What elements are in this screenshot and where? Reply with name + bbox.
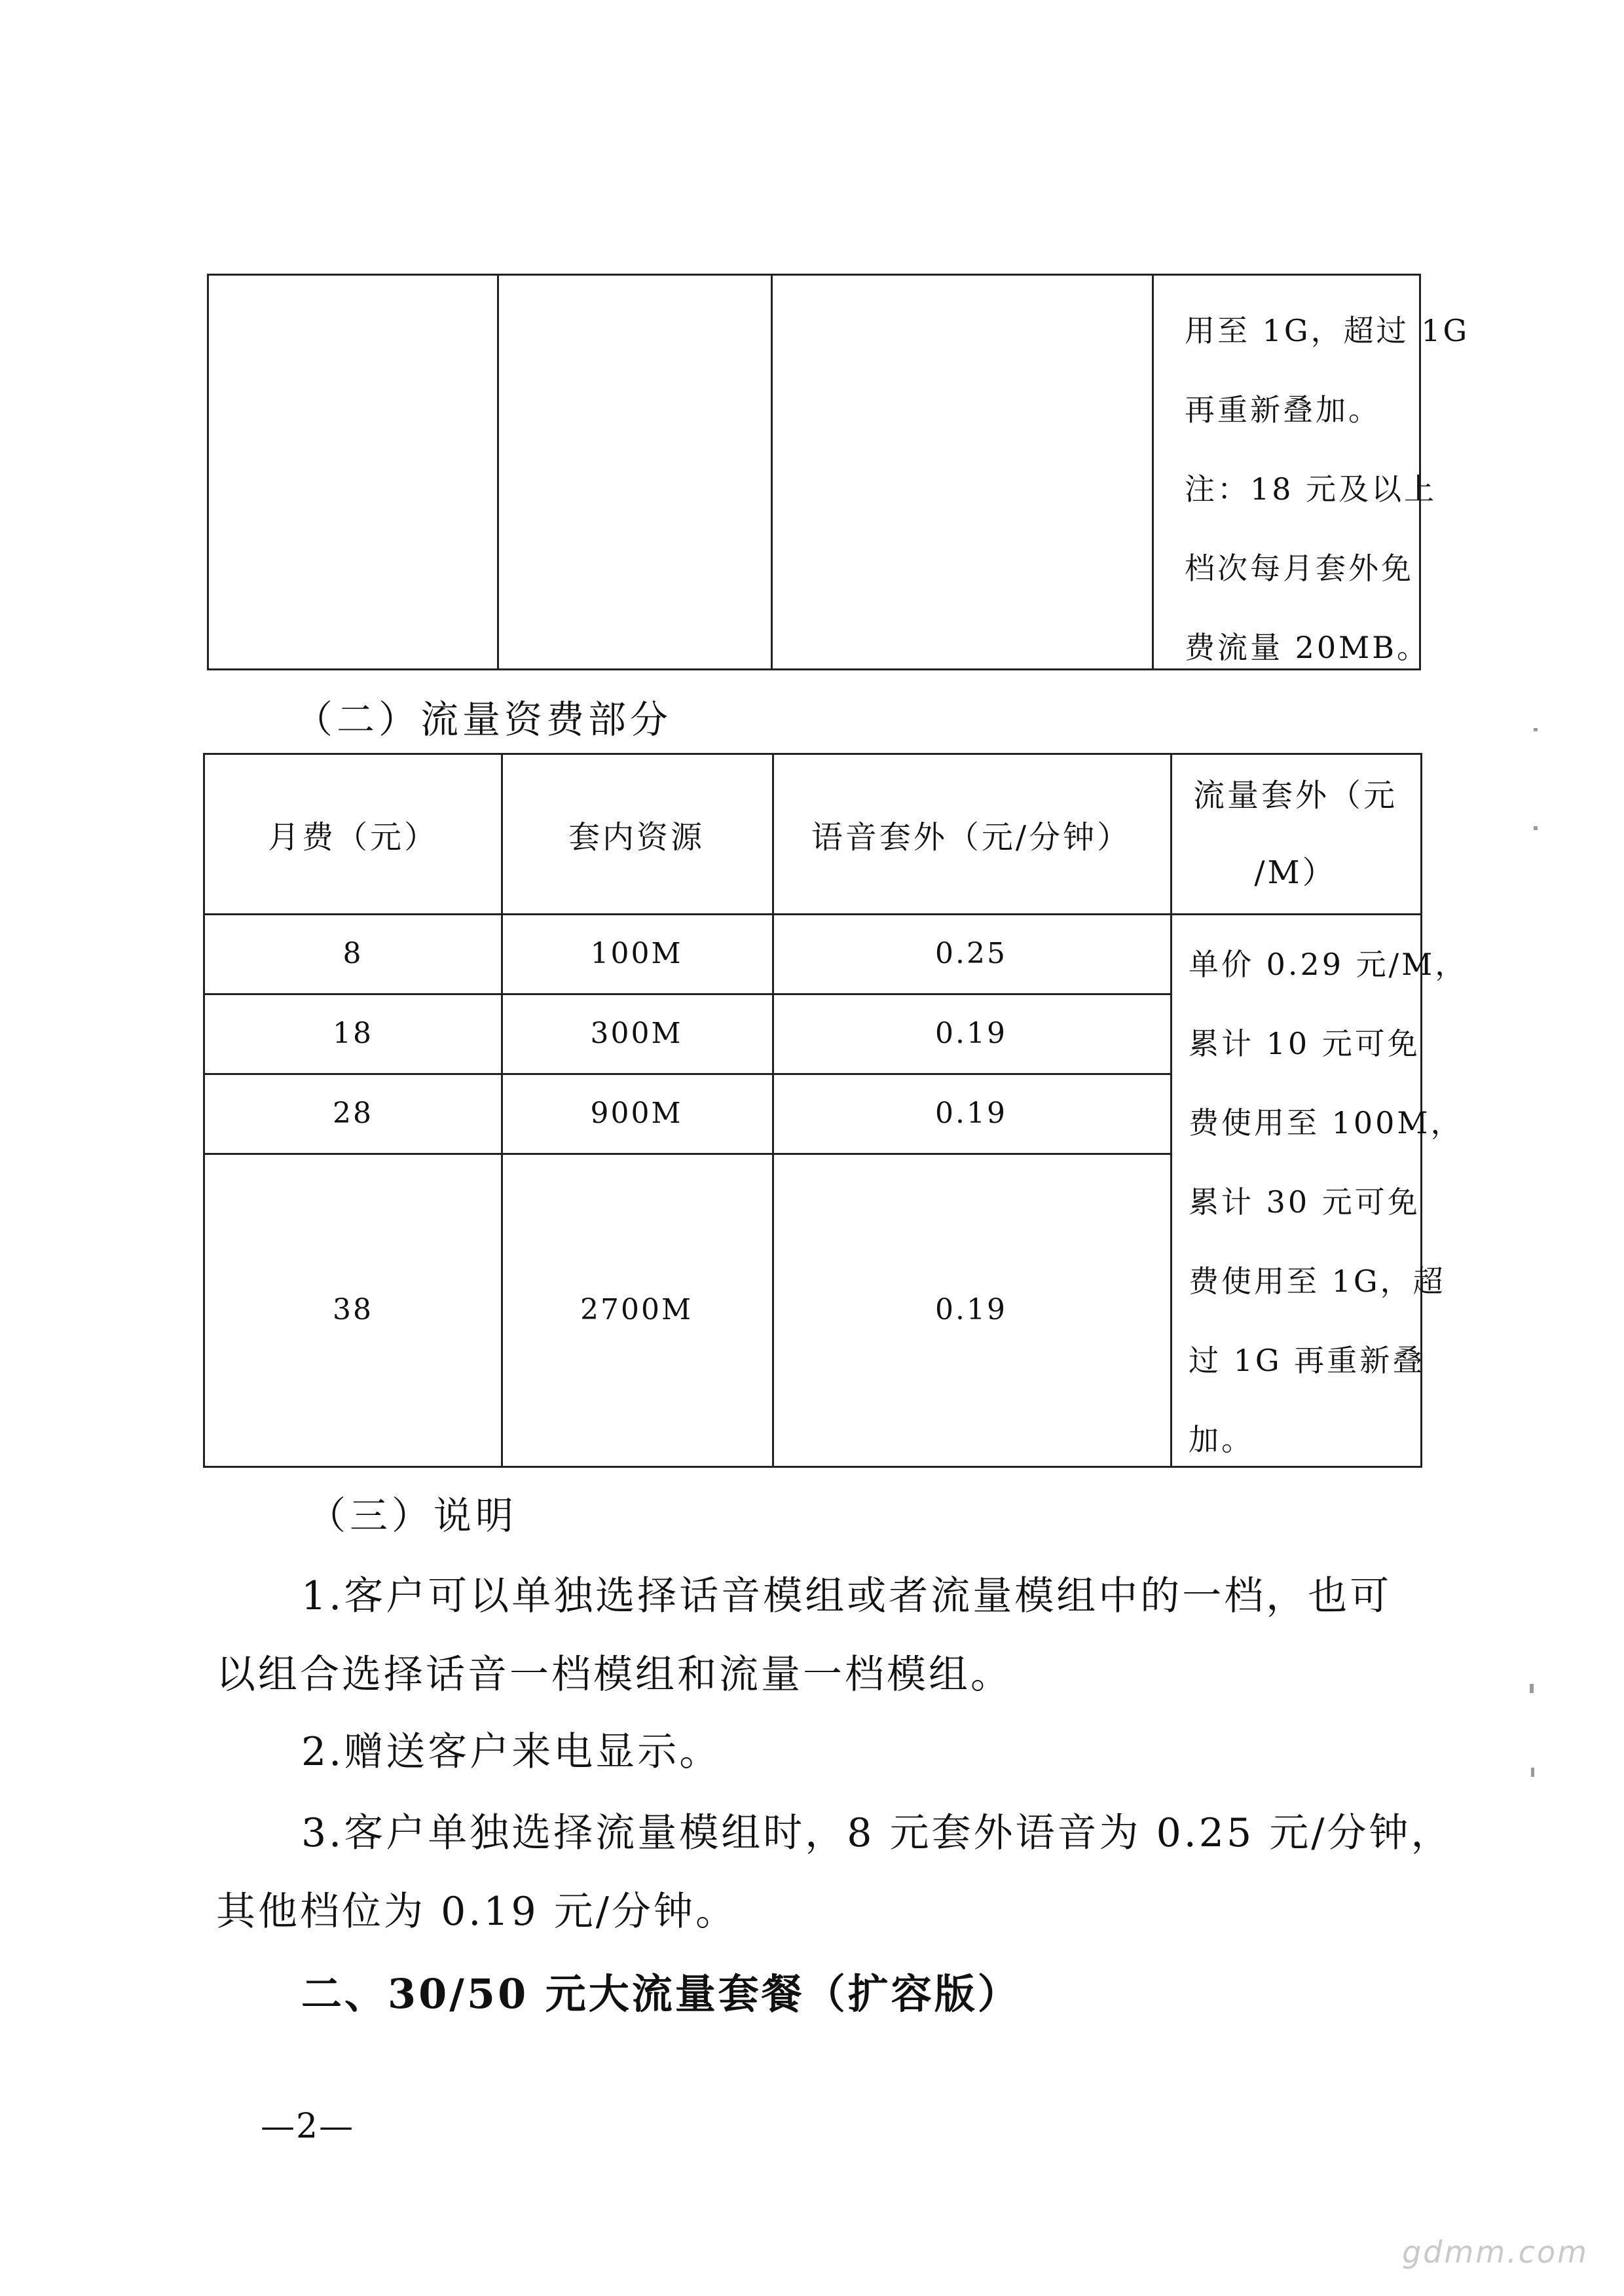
note-line: 加。 [1189,1422,1254,1457]
table-divider [771,276,773,668]
header-data-overage-line1: 流量套外（元 [1192,777,1397,814]
voice-cell: 0.19 [935,1096,1007,1130]
note-line: 单价 0.29 元/M， [1189,947,1468,982]
page-number: —2— [261,2107,355,2146]
scan-speck [1534,728,1538,731]
continuation-note [1168,276,1470,668]
scan-speck [1530,1684,1534,1693]
watermark: gdmm.com [1402,2234,1589,2270]
fee-cell: 38 [333,1292,373,1326]
resource-cell: 100M [590,936,683,970]
header-voice-overage: 语音套外（元/分钟） [811,818,1132,856]
note-line: 用至 1G，超过 1G [1185,313,1470,348]
fee-cell: 28 [333,1096,373,1130]
explanation-item-1-line-1: 1.客户可以单独选择话音模组或者流量模组中的一档，也可 [301,1573,1392,1619]
table-divider [497,276,499,668]
fee-table [203,753,1468,1468]
fee-cell: 18 [333,1016,373,1050]
resource-cell: 300M [590,1016,683,1050]
note-line: 再重新叠加。 [1185,392,1381,428]
data-overage-note [1174,917,1468,1467]
voice-cell: 0.19 [935,1292,1007,1326]
note-line: 累计 30 元可免 [1189,1184,1420,1220]
explanation-item-2: 2.赠送客户来电显示。 [301,1729,722,1775]
header-data-overage [1170,755,1420,913]
note-line: 累计 10 元可免 [1189,1026,1420,1061]
note-line: 档次每月套外免 [1185,551,1414,586]
explanation-item-3-line-2: 其他档位为 0.19 元/分钟。 [216,1889,737,1935]
continuation-table [207,274,1470,670]
resource-cell: 900M [590,1096,683,1130]
note-line: 费流量 20MB。 [1185,630,1430,665]
voice-cell: 0.19 [935,1016,1007,1050]
note-line: 费使用至 100M， [1189,1105,1464,1140]
note-line: 过 1G 再重新叠 [1189,1343,1426,1378]
note-line: 费使用至 1G，超 [1189,1264,1446,1299]
section-three-heading: （三）说明 [308,1493,518,1538]
fee-cell: 8 [342,936,363,970]
explanation-item-1-line-2: 以组合选择话音一档模组和流量一档模组。 [216,1652,1012,1698]
scan-speck [1531,1768,1534,1777]
note-line: 注：18 元及以上 [1185,471,1437,507]
section-two-heading: （二）流量资费部分 [295,697,673,742]
scan-speck [1534,826,1538,830]
next-section-heading: 二、30/50 元大流量套餐（扩容版） [301,1970,1021,2018]
explanation-item-3-line-1: 3.客户单独选择流量模组时，8 元套外语音为 0.25 元/分钟， [301,1810,1453,1856]
table-divider [1152,276,1154,668]
resource-cell: 2700M [580,1292,693,1326]
header-bundled-resources: 套内资源 [568,818,705,856]
voice-cell: 0.25 [935,936,1007,970]
header-data-overage-line2: /M） [1254,854,1337,891]
header-monthly-fee: 月费（元） [267,818,438,856]
